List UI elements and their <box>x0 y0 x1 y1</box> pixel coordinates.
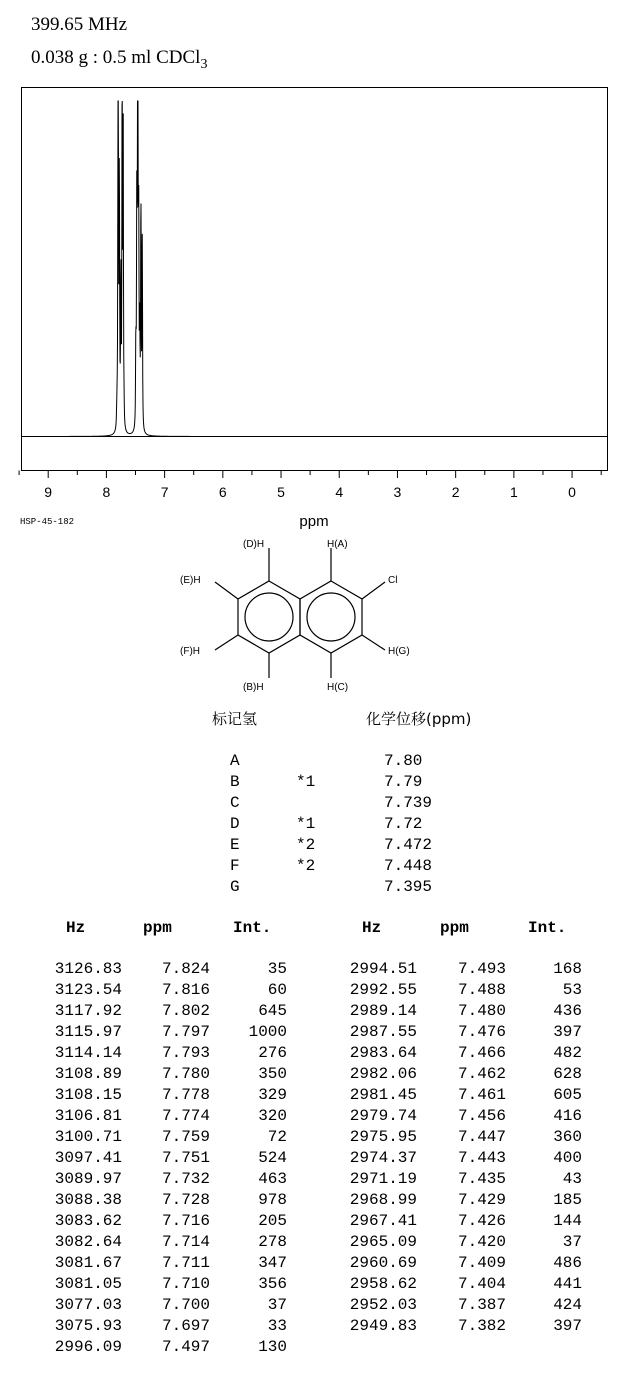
peak-ppm: 7.716 <box>161 1212 210 1230</box>
peak-ppm: 7.711 <box>161 1254 210 1272</box>
plot-frame <box>22 88 608 471</box>
right-ring <box>300 581 362 653</box>
peak-hz: 3075.93 <box>54 1317 122 1335</box>
peak-intensity: 397 <box>553 1317 582 1335</box>
peak-ppm: 7.456 <box>457 1107 506 1125</box>
peak-hz: 2989.14 <box>349 1002 417 1020</box>
peak-hz: 2952.03 <box>349 1296 417 1314</box>
peak-hz: 2994.51 <box>349 960 417 978</box>
peak-hz: 2982.06 <box>349 1065 417 1083</box>
peak-intensity: 72 <box>267 1128 287 1146</box>
peak-table-header-cell: ppm <box>440 919 469 937</box>
peak-intensity: 185 <box>553 1191 582 1209</box>
assignment-header-shift: 化学位移(ppm) <box>366 710 472 728</box>
peak-intensity: 205 <box>258 1212 287 1230</box>
peak-hz: 3097.41 <box>54 1149 122 1167</box>
peak-table <box>0 918 626 1358</box>
label-fh: (F)H <box>180 646 200 657</box>
left-ring <box>238 581 300 653</box>
peak-intensity: 33 <box>267 1317 287 1335</box>
peak-ppm: 7.816 <box>161 981 210 999</box>
right-ring-aromatic <box>307 593 355 641</box>
bond-e <box>215 582 238 599</box>
peak-hz: 3088.38 <box>54 1191 122 1209</box>
assignment-label: F <box>230 857 240 875</box>
peak-intensity: 486 <box>553 1254 582 1272</box>
peak-intensity: 482 <box>553 1044 582 1062</box>
assignment-row <box>0 772 626 793</box>
peak-hz: 3123.54 <box>54 981 122 999</box>
peak-hz: 2983.64 <box>349 1044 417 1062</box>
table-row <box>0 1085 626 1106</box>
peak-ppm: 7.480 <box>457 1002 506 1020</box>
label-bh: (B)H <box>243 682 264 693</box>
peak-hz: 2967.41 <box>349 1212 417 1230</box>
peak-ppm: 7.759 <box>161 1128 210 1146</box>
peak-ppm: 7.710 <box>161 1275 210 1293</box>
peak-ppm: 7.732 <box>161 1170 210 1188</box>
peak-hz: 3081.05 <box>54 1275 122 1293</box>
assignment-note: *2 <box>296 836 316 854</box>
table-row <box>0 980 626 1001</box>
table-row <box>0 1169 626 1190</box>
assignment-header-hydrogen: 标记氢 <box>212 710 258 728</box>
assignment-shift: 7.472 <box>384 836 433 854</box>
peak-hz: 2960.69 <box>349 1254 417 1272</box>
peak-intensity: 416 <box>553 1107 582 1125</box>
table-row <box>0 1232 626 1253</box>
assignment-shift: 7.448 <box>384 857 433 875</box>
peak-intensity: 347 <box>258 1254 287 1272</box>
assignment-row <box>0 856 626 877</box>
assignment-shift: 7.739 <box>384 794 433 812</box>
bond-g <box>362 635 385 650</box>
table-row <box>0 1190 626 1211</box>
peak-ppm: 7.497 <box>161 1338 210 1356</box>
peak-intensity: 37 <box>562 1233 582 1251</box>
table-row <box>0 1211 626 1232</box>
table-row <box>0 1001 626 1022</box>
peak-ppm: 7.493 <box>457 960 506 978</box>
assignment-row <box>0 835 626 856</box>
peak-intensity: 168 <box>553 960 582 978</box>
peak-hz: 2968.99 <box>349 1191 417 1209</box>
peak-ppm: 7.797 <box>161 1023 210 1041</box>
spectrum-trace <box>23 101 607 436</box>
peak-ppm: 7.700 <box>161 1296 210 1314</box>
peak-ppm: 7.793 <box>161 1044 210 1062</box>
peak-hz: 3100.71 <box>54 1128 122 1146</box>
peak-ppm: 7.435 <box>457 1170 506 1188</box>
peak-intensity: 320 <box>258 1107 287 1125</box>
x-tick-label: 8 <box>102 484 111 500</box>
table-row <box>0 1316 626 1337</box>
peak-ppm: 7.447 <box>457 1128 506 1146</box>
assignment-row <box>0 877 626 898</box>
x-tick-label: 4 <box>335 484 344 500</box>
table-row <box>0 959 626 980</box>
label-dh: (D)H <box>243 539 265 550</box>
sample-code: HSP-45-182 <box>20 517 75 527</box>
peak-ppm: 7.488 <box>457 981 506 999</box>
peak-ppm: 7.420 <box>457 1233 506 1251</box>
peak-ppm: 7.824 <box>161 960 210 978</box>
peak-intensity: 360 <box>553 1128 582 1146</box>
peak-hz: 3081.67 <box>54 1254 122 1272</box>
peak-intensity: 524 <box>258 1149 287 1167</box>
assignment-row <box>0 814 626 835</box>
peak-intensity: 645 <box>258 1002 287 1020</box>
peak-intensity: 1000 <box>248 1023 287 1041</box>
peak-hz: 2949.83 <box>349 1317 417 1335</box>
table-row <box>0 1274 626 1295</box>
peak-ppm: 7.429 <box>457 1191 506 1209</box>
peak-ppm: 7.409 <box>457 1254 506 1272</box>
peak-hz: 2987.55 <box>349 1023 417 1041</box>
x-tick-label: 3 <box>393 484 402 500</box>
peak-intensity: 441 <box>553 1275 582 1293</box>
x-tick-label: 1 <box>509 484 518 500</box>
peak-ppm: 7.461 <box>457 1086 506 1104</box>
peak-ppm: 7.774 <box>161 1107 210 1125</box>
x-tick-label: 5 <box>277 484 285 500</box>
assignment-note: *2 <box>296 857 316 875</box>
peak-hz: 3082.64 <box>54 1233 122 1251</box>
assignment-label: E <box>230 836 240 854</box>
peak-ppm: 7.387 <box>457 1296 506 1314</box>
frequency-label: 399.65 MHz <box>31 14 128 35</box>
peak-hz: 3077.03 <box>54 1296 122 1314</box>
structure-diagram <box>0 530 626 700</box>
table-row <box>0 1064 626 1085</box>
sample-text: 0.038 g : 0.5 ml CDCl <box>31 47 201 68</box>
peak-intensity: 628 <box>553 1065 582 1083</box>
peak-intensity: 436 <box>553 1002 582 1020</box>
x-tick-label: 2 <box>451 484 460 500</box>
peak-intensity: 356 <box>258 1275 287 1293</box>
label-ha: H(A) <box>327 539 348 550</box>
assignment-label: C <box>230 794 240 812</box>
assignment-note: *1 <box>296 815 316 833</box>
peak-hz: 2965.09 <box>349 1233 417 1251</box>
label-hc: H(C) <box>327 682 349 693</box>
x-tick-label: 6 <box>218 484 227 500</box>
assignment-shift: 7.395 <box>384 878 433 896</box>
peak-hz: 3108.89 <box>54 1065 122 1083</box>
table-row <box>0 1022 626 1043</box>
peak-table-header <box>0 918 626 939</box>
peak-intensity: 978 <box>258 1191 287 1209</box>
peak-intensity: 350 <box>258 1065 287 1083</box>
peak-ppm: 7.728 <box>161 1191 210 1209</box>
peak-hz: 3126.83 <box>54 960 122 978</box>
peak-ppm: 7.466 <box>457 1044 506 1062</box>
table-row <box>0 1295 626 1316</box>
peak-table-header-cell: Hz <box>362 919 382 937</box>
peak-table-header-cell: Int. <box>233 919 272 937</box>
peak-hz: 3117.92 <box>54 1002 122 1020</box>
table-row <box>0 1043 626 1064</box>
x-axis <box>19 471 601 501</box>
peak-ppm: 7.778 <box>161 1086 210 1104</box>
peak-intensity: 37 <box>267 1296 287 1314</box>
peak-hz: 3083.62 <box>54 1212 122 1230</box>
peak-hz: 2971.19 <box>349 1170 417 1188</box>
peak-table-header-cell: Hz <box>66 919 86 937</box>
peak-hz: 3089.97 <box>54 1170 122 1188</box>
peak-intensity: 605 <box>553 1086 582 1104</box>
peak-hz: 2992.55 <box>349 981 417 999</box>
peak-intensity: 60 <box>267 981 287 999</box>
peak-intensity: 397 <box>553 1023 582 1041</box>
peak-intensity: 130 <box>258 1338 287 1356</box>
peak-ppm: 7.443 <box>457 1149 506 1167</box>
assignment-table <box>0 751 626 898</box>
peak-hz: 3115.97 <box>54 1023 122 1041</box>
label-eh: (E)H <box>180 575 201 586</box>
peak-ppm: 7.404 <box>457 1275 506 1293</box>
peak-hz: 2975.95 <box>349 1128 417 1146</box>
assignment-row <box>0 751 626 772</box>
bond-cl <box>362 582 385 599</box>
peak-hz: 2974.37 <box>349 1149 417 1167</box>
assignment-note: *1 <box>296 773 316 791</box>
peak-ppm: 7.462 <box>457 1065 506 1083</box>
peak-hz: 2996.09 <box>54 1338 122 1356</box>
peak-ppm: 7.714 <box>161 1233 210 1251</box>
table-row <box>0 1127 626 1148</box>
peak-hz: 2958.62 <box>349 1275 417 1293</box>
peak-ppm: 7.780 <box>161 1065 210 1083</box>
peak-intensity: 400 <box>553 1149 582 1167</box>
table-row <box>0 1148 626 1169</box>
assignment-shift: 7.80 <box>384 752 423 770</box>
peak-ppm: 7.382 <box>457 1317 506 1335</box>
peak-intensity: 53 <box>562 981 582 999</box>
assignment-label: G <box>230 878 240 896</box>
sample-label <box>31 47 207 73</box>
peak-hz: 3106.81 <box>54 1107 122 1125</box>
assignment-label: B <box>230 773 240 791</box>
peak-hz: 2979.74 <box>349 1107 417 1125</box>
table-row <box>0 1337 626 1358</box>
peak-intensity: 276 <box>258 1044 287 1062</box>
label-hg: H(G) <box>388 646 410 657</box>
assignment-label: D <box>230 815 240 833</box>
peak-ppm: 7.426 <box>457 1212 506 1230</box>
sample-subscript: 3 <box>200 57 208 72</box>
peak-intensity: 278 <box>258 1233 287 1251</box>
x-tick-label: 0 <box>568 484 576 500</box>
assignment-row <box>0 793 626 814</box>
peak-ppm: 7.802 <box>161 1002 210 1020</box>
peak-hz: 3108.15 <box>54 1086 122 1104</box>
peak-intensity: 43 <box>562 1170 582 1188</box>
peak-intensity: 144 <box>553 1212 582 1230</box>
peak-ppm: 7.476 <box>457 1023 506 1041</box>
peak-intensity: 35 <box>267 960 287 978</box>
peak-ppm: 7.697 <box>161 1317 210 1335</box>
assignment-label: A <box>230 752 240 770</box>
x-tick-label: 7 <box>160 484 169 500</box>
x-axis-label: ppm <box>299 513 329 530</box>
peak-hz: 2981.45 <box>349 1086 417 1104</box>
assignment-shift: 7.72 <box>384 815 423 833</box>
peak-intensity: 424 <box>553 1296 582 1314</box>
peak-table-header-cell: ppm <box>143 919 172 937</box>
table-row <box>0 1253 626 1274</box>
peak-ppm: 7.751 <box>161 1149 210 1167</box>
bond-f <box>215 635 238 650</box>
peak-table-header-cell: Int. <box>528 919 567 937</box>
table-row <box>0 1106 626 1127</box>
left-ring-aromatic <box>245 593 293 641</box>
peak-intensity: 329 <box>258 1086 287 1104</box>
nmr-spectrum-chart <box>0 80 626 530</box>
label-cl: Cl <box>388 575 398 586</box>
x-tick-label: 9 <box>44 484 53 500</box>
peak-intensity: 463 <box>258 1170 287 1188</box>
assignment-shift: 7.79 <box>384 773 423 791</box>
peak-hz: 3114.14 <box>54 1044 122 1062</box>
